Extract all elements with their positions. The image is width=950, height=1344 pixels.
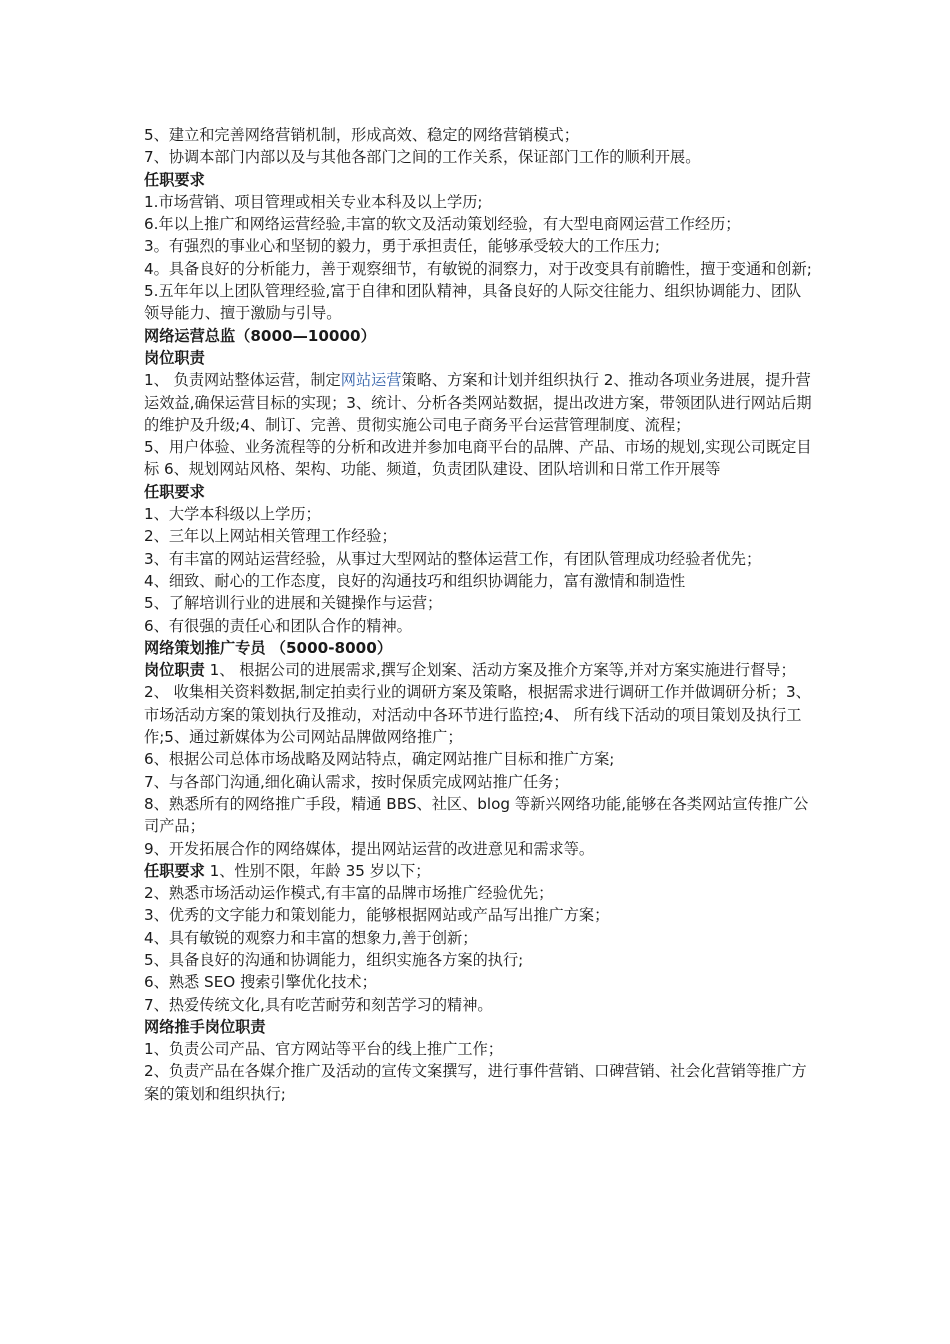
paragraph: 1、负责公司产品、官方网站等平台的线上推广工作；: [144, 1040, 503, 1059]
inline-heading: 任职要求: [144, 861, 205, 880]
paragraph: 9、开发拓展合作的网络媒体，提出网站运营的改进意见和需求等。: [144, 839, 595, 858]
paragraph: 4。具备良好的分析能力，善于观察细节，有敏锐的洞察力，对于改变具有前瞻性，擅于变通和创新;: [144, 259, 812, 278]
paragraph: 7、热爱传统文化,具有吃苦耐劳和刻苦学习的精神。: [144, 995, 493, 1014]
paragraph: 6、有很强的责任心和团队合作的精神。: [144, 616, 412, 635]
section-heading: [144, 347, 814, 369]
paragraph-text: 1、 根据公司的进展需求,撰写企划案、活动方案及推介方案等,并对方案实施进行督导；2、 收集相关资料数据,制定拍卖行业的调研方案及策略，根据需求进行调研工作并做调研分析；3、 市场活动方案的策划执行及推动，对活动中各环节进行监控;4、 所有线下活动的项目策划及执行工作;5、通过新媒体为公司网站品牌做网络推广；: [144, 661, 811, 747]
paragraph: 4、细致、耐心的工作态度，良好的沟通技巧和组织协调能力，富有激情和制造性: [144, 571, 686, 590]
paragraph: [144, 369, 814, 436]
section-heading: [144, 481, 814, 503]
paragraph-text: 1、性别不限，年龄 35 岁以下；: [204, 861, 431, 880]
paragraph: 3、优秀的文字能力和策划能力，能够根据网站或产品写出推广方案；: [144, 906, 610, 925]
website-operations-link[interactable]: 网站运营: [340, 371, 402, 390]
paragraph: 5、建立和完善网络营销机制，形成高效、稳定的网络营销模式；: [144, 126, 579, 144]
heading-text: 任职要求: [144, 482, 205, 501]
paragraph: 3、有丰富的网站运营经验，从事过大型网站的整体运营工作，有团队管理成功经验者优先；: [144, 549, 762, 568]
heading-text: 岗位职责: [144, 348, 205, 367]
paragraph: 5、具备良好的沟通和协调能力，组织实施各方案的执行;: [144, 950, 524, 969]
paragraph-with-heading: [144, 860, 814, 882]
section-heading: [144, 169, 814, 191]
section-heading: [144, 325, 814, 347]
paragraph: 2、负责产品在各媒介推广及活动的宣传文案撰写，进行事件营销、口碑营销、社会化营销等推广方案的策划和组织执行;: [144, 1062, 807, 1103]
paragraph: 4、具有敏锐的观察力和丰富的想象力,善于创新；: [144, 928, 478, 947]
paragraph: 7、协调本部门内部以及与其他各部门之间的工作关系，保证部门工作的顺利开展。: [144, 148, 701, 167]
paragraph-text: 策略、方案和计划并组织执行 2、推动各项业务进展，提升营运效益,确保运营目标的实现；3、统计、分析各类网站数据，提出改进方案，带领团队进行网站后期的维护及升级;4、制订、完善、贯彻实施公司电子商务平台运营管理制度、流程；: [144, 371, 812, 434]
inline-heading: 岗位职责: [144, 661, 205, 680]
section-heading: [144, 637, 814, 659]
heading-text: 网络推手岗位职责: [144, 1017, 266, 1036]
paragraph: 5、用户体验、业务流程等的分析和改进并参加电商平台的品牌、产品、市场的规划,实现公司既定目标 6、规划网站风格、架构、功能、频道，负责团队建设、团队培训和日常工作开展等: [144, 438, 812, 479]
paragraph: 6、熟悉 SEO 搜索引擎优化技术；: [144, 973, 377, 992]
paragraph: 6、根据公司总体市场战略及网站特点，确定网站推广目标和推广方案;: [144, 750, 615, 769]
paragraph: 7、与各部门沟通,细化确认需求，按时保质完成网站推广任务；: [144, 772, 569, 791]
paragraph-text: 1、 负责网站整体运营，制定: [144, 371, 341, 390]
paragraph: 8、熟悉所有的网络推广手段，精通 BBS、社区、blog 等新兴网络功能,能够在各类网站宣传推广公司产品；: [144, 794, 809, 836]
heading-text: 网络策划推广专员 （5000-8000）: [144, 638, 393, 657]
paragraph: 1、大学本科级以上学历；: [144, 505, 321, 524]
heading-text: 网络运营总监（8000—10000）: [144, 326, 376, 345]
paragraph: 3。有强烈的事业心和坚韧的毅力，勇于承担责任，能够承受较大的工作压力;: [144, 237, 660, 256]
paragraph: 5、了解培训行业的进展和关键操作与运营；: [144, 594, 443, 613]
paragraph-with-heading: [144, 659, 814, 748]
document-body: [144, 124, 814, 1105]
paragraph: 2、熟悉市场活动运作模式,有丰富的品牌市场推广经验优先；: [144, 884, 554, 903]
heading-text: 任职要求: [144, 170, 205, 189]
paragraph: 5.五年年以上团队管理经验,富于自律和团队精神，具备良好的人际交往能力、组织协调能力、团队领导能力、擅于激励与引导。: [144, 282, 802, 323]
section-heading: [144, 1016, 814, 1038]
paragraph: 2、三年以上网站相关管理工作经验；: [144, 527, 397, 546]
paragraph: 6.年以上推广和网络运营经验,丰富的软文及活动策划经验，有大型电商网运营工作经历；: [144, 215, 741, 234]
paragraph: 1.市场营销、项目管理或相关专业本科及以上学历;: [144, 192, 483, 211]
